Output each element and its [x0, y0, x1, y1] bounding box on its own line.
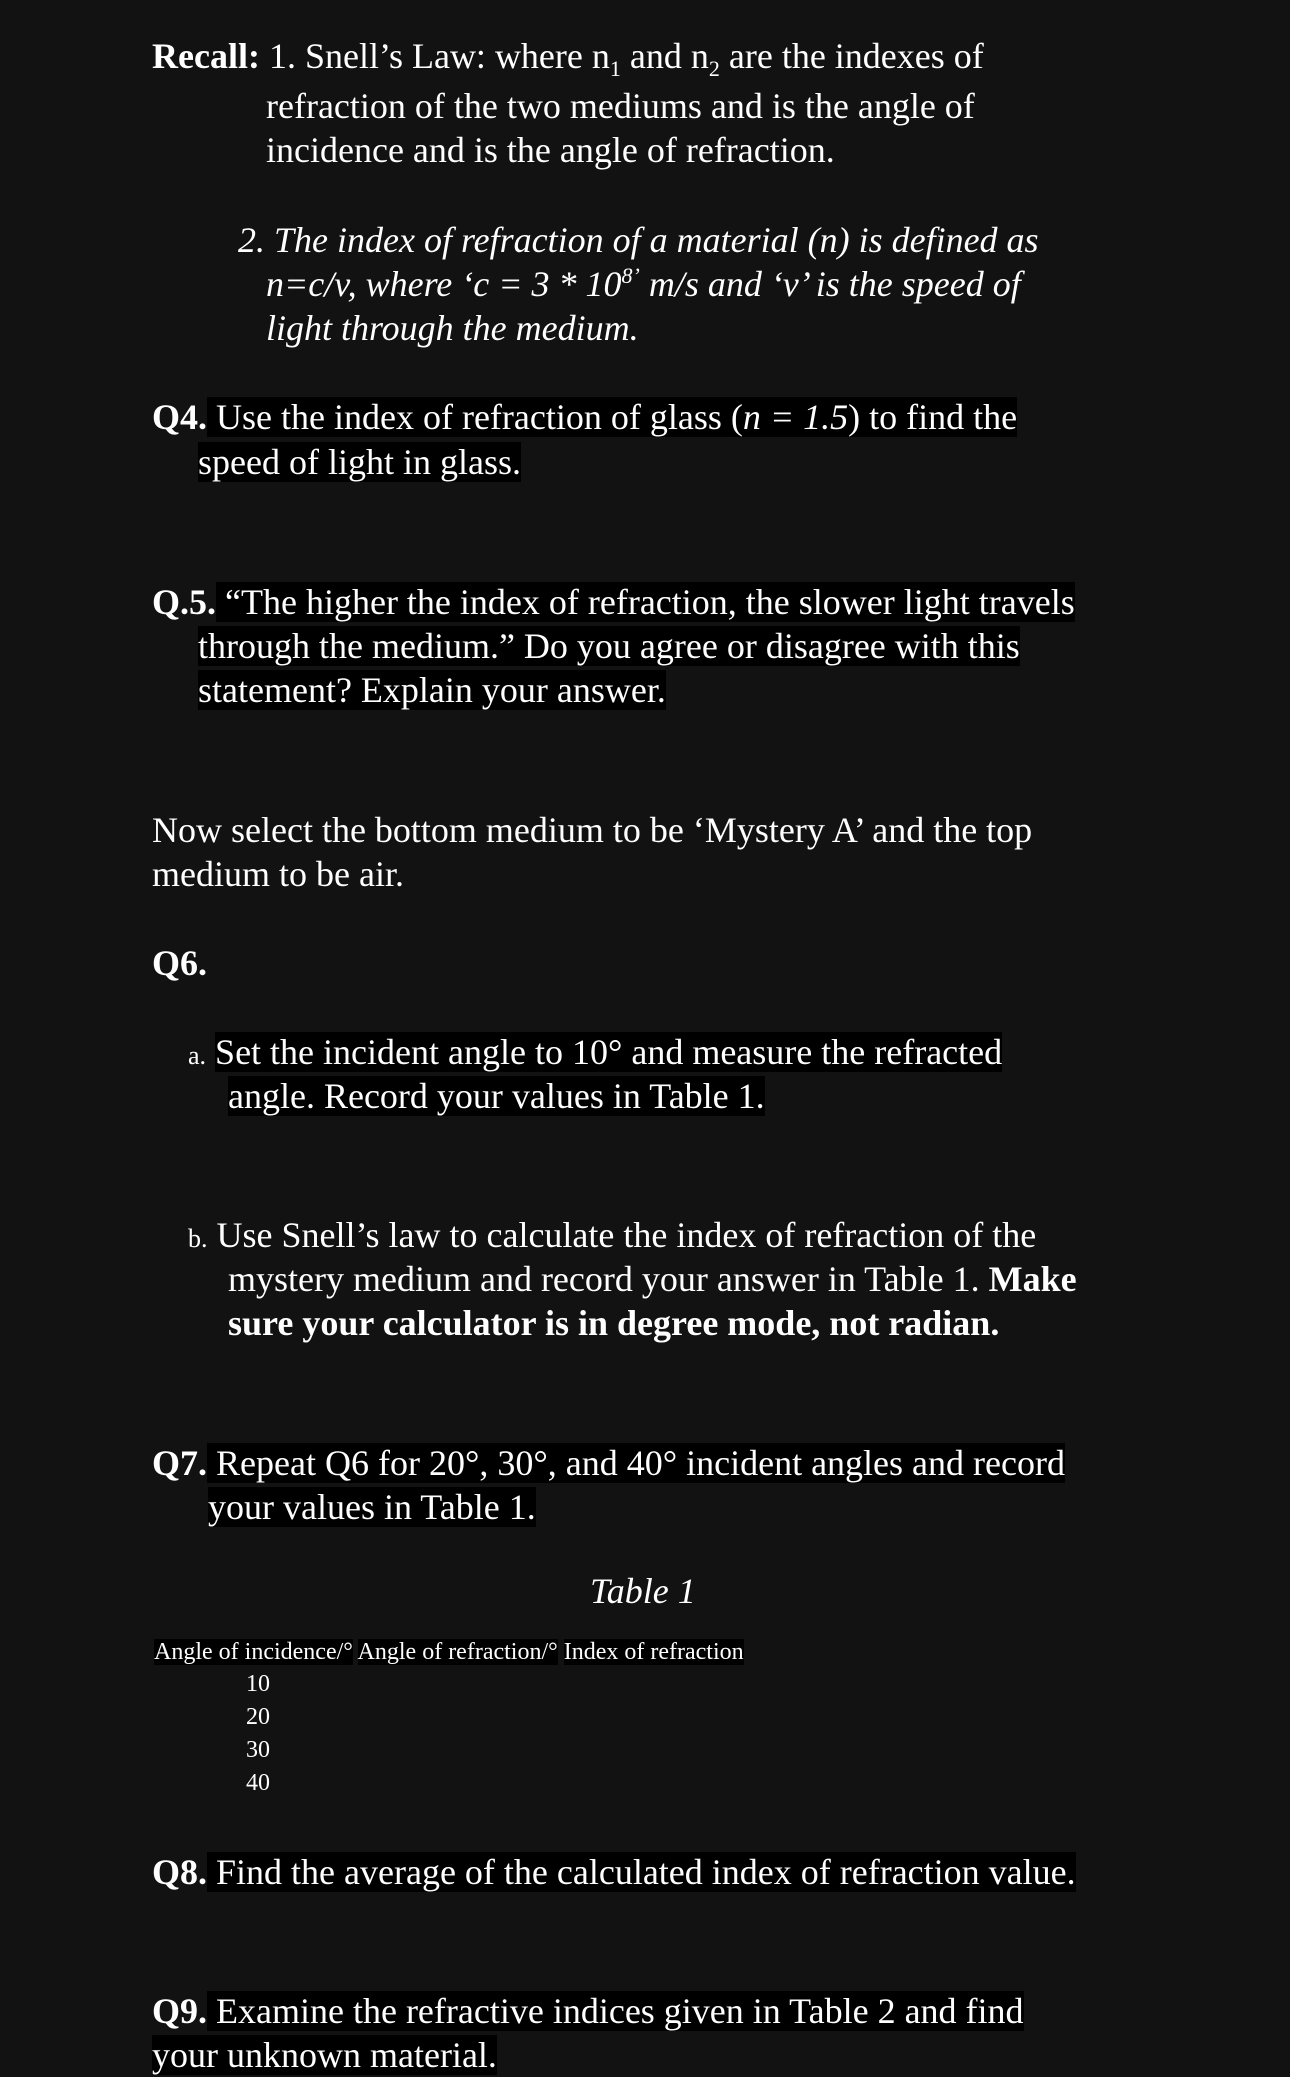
q5-line-1 — [152, 580, 1075, 624]
q4-line2-text: speed of light in glass. — [198, 442, 521, 482]
recall-line-1 — [152, 34, 984, 82]
q9-line1-text: Examine the refractive indices given in Table 2 and find — [207, 1991, 1024, 2031]
recall-item2-line-2 — [266, 262, 1021, 306]
q6a-line-2 — [228, 1074, 765, 1118]
table-row: 30 — [246, 1737, 270, 1763]
q4-text-b: ) to find the — [848, 397, 1018, 437]
q6a-line-1 — [188, 1030, 1002, 1078]
q7-label: Q7. — [152, 1443, 208, 1483]
recall-item2-line-3: light through the medium. — [266, 308, 639, 348]
q7-line-2 — [208, 1485, 536, 1529]
table-title: Table 1 — [590, 1571, 696, 1611]
q7-line1-text: Repeat Q6 for 20°, 30°, and 40° incident angles and record — [207, 1443, 1065, 1483]
q5-line1-text: “The higher the index of refraction, the slower light travels — [216, 582, 1075, 622]
q6b-line2-bold: Make — [988, 1259, 1077, 1299]
recall-item1-tail: are the indexes of — [719, 36, 984, 76]
q6b-line1-text: Use Snell’s law to calculate the index of refraction of the — [216, 1215, 1037, 1255]
q6b-line2-text: mystery medium and record your answer in Table 1. — [228, 1259, 989, 1299]
n2-subscript: 2 — [708, 56, 720, 82]
q5-line3-text: statement? Explain your answer. — [198, 670, 666, 710]
recall-label: Recall: — [152, 36, 260, 76]
q6b-line-2 — [228, 1257, 1077, 1301]
exponent: 8’ — [621, 263, 640, 288]
q5-line-3 — [198, 668, 666, 712]
table-header-row — [154, 1636, 744, 1668]
q5-line2-text: through the medium.” Do you agree or disagree with this — [198, 626, 1020, 666]
table-row: 20 — [246, 1704, 270, 1730]
q6b-label: b. — [188, 1224, 208, 1253]
q9-label: Q9. — [152, 1991, 208, 2031]
q6a-line1-text: Set the incident angle to 10° and measure the refracted — [215, 1032, 1003, 1072]
table-header-incidence: Angle of incidence/° — [154, 1639, 353, 1665]
recall-line-3: incidence and is the angle of refraction. — [266, 130, 835, 170]
recall-line-2: refraction of the two mediums and is the angle of — [266, 86, 975, 126]
recall-item1-prefix: 1. Snell’s Law: where n — [268, 36, 610, 76]
q6a-line2-text: angle. Record your values in Table 1. — [228, 1076, 765, 1116]
q6a-label: a. — [188, 1041, 207, 1070]
q4-line-2 — [198, 440, 521, 484]
recall-item2-line2-b: m/s and ‘v’ is the speed of — [639, 264, 1021, 304]
q6b-line-1 — [188, 1213, 1036, 1261]
q9-line2-text: your unknown material. — [152, 2035, 497, 2075]
table-header-index: Index of refraction — [563, 1639, 744, 1665]
recall-item1-and: and n — [620, 36, 709, 76]
q5-label: Q.5. — [152, 582, 217, 622]
q8-text: Find the average of the calculated index of refraction value. — [207, 1852, 1076, 1892]
q5-line-2 — [198, 624, 1020, 668]
q7-line2-text: your values in Table 1. — [208, 1487, 536, 1527]
q4-text-a: Use the index of refraction of glass ( — [207, 397, 743, 437]
table-rows — [246, 1668, 270, 1800]
q6b-line-3: sure your calculator is in degree mode, not radian. — [228, 1303, 1000, 1343]
q4-n-value: n = 1.5 — [742, 397, 849, 437]
table-row: 10 — [246, 1671, 270, 1697]
q7-line-1 — [152, 1441, 1065, 1485]
instruction-line-1: Now select the bottom medium to be ‘Mystery A’ and the top — [152, 810, 1033, 850]
q6-label: Q6. — [152, 943, 208, 983]
table-row: 40 — [246, 1770, 270, 1796]
q4-line-1 — [152, 395, 1017, 439]
table-header-refraction: Angle of refraction/° — [357, 1639, 558, 1665]
q9-line-2 — [152, 2033, 497, 2077]
q4-label: Q4. — [152, 397, 208, 437]
instruction-line-2: medium to be air. — [152, 854, 404, 894]
recall-item2-line-1: 2. The index of refraction of a material (n) is defined as — [238, 220, 1039, 260]
q9-line-1 — [152, 1989, 1024, 2033]
recall-item2-line2-a: n=c/v, where ‘c = 3 * 10 — [266, 264, 622, 304]
q8-label: Q8. — [152, 1852, 208, 1892]
n1-subscript: 1 — [609, 56, 621, 82]
q8-line — [152, 1850, 1076, 1894]
